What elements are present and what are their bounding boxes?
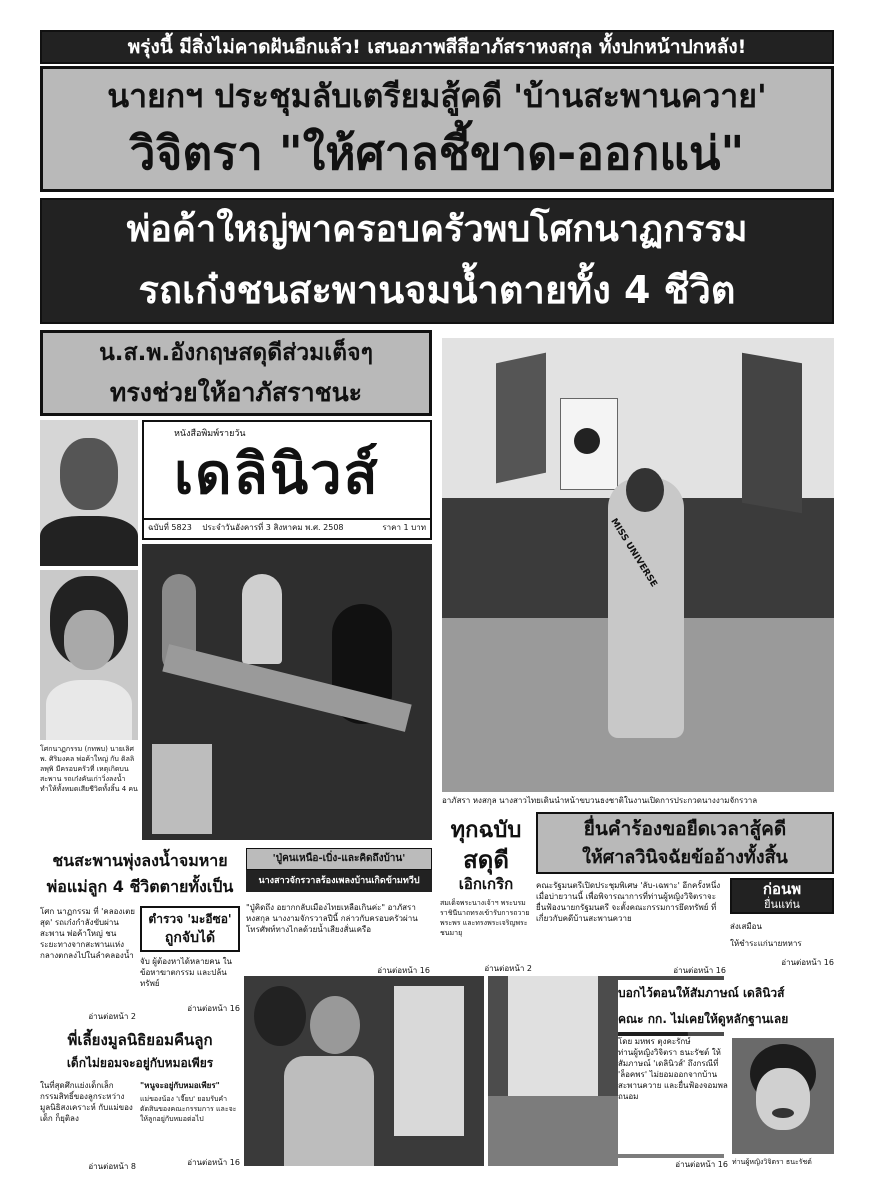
bridge-headline: [40, 848, 240, 904]
mid-story-headline: [246, 848, 432, 896]
police-line2: ถูกจับได้: [164, 930, 216, 946]
doctor-box-cont: อ่านต่อหน้า 16: [187, 1158, 240, 1167]
headline-3: [40, 330, 432, 416]
left-caption-text: โศกนาฏกรรม (กทพบ) นายเลิศ พ. ศิริมงคล พ่อค้าใหญ่ กับ ติลลิลพุพิ มีครอบครัวที่ เหตุเกิดบนสะพาน รถเก๋งคันเก่าวิ่งลงน้ำ ทำให้ทั้งหมดเสียชีวิตทั้งสิ้น 4 คน: [40, 745, 138, 793]
vijitra-photo: [732, 1038, 834, 1154]
masthead-logo: เดลินิวส์: [174, 441, 380, 507]
vijitra-caption-text: ท่านผู้หญิงวิจิตรา ธนะรัชต์: [732, 1158, 812, 1166]
vijitra-caption: [732, 1156, 834, 1170]
petition-headline: [536, 812, 834, 874]
right-box-title2: ยื่นแท่น: [764, 898, 800, 911]
sash-text: MISS UNIVERSE: [608, 516, 659, 590]
interview-body-text: โดย มหพร ตุงคะรักษ์ ท่านผู้หญิงวิจิตรา ธนะรัชต์ ให้สัมภาษณ์ 'เดลินิวส์' ถึงกรณีที่ 'ล็อคพร' ไม่ยอมออกจากบ้านสะพานควาย และยื่นฟ้องจอมพลถนอม: [618, 1037, 728, 1101]
petition-body: [536, 880, 726, 962]
petition-cont: อ่านต่อหน้า 16: [673, 966, 726, 975]
orphan-line1: พี่เลี้ยงมูลนิธิยอมคืนลูก: [67, 1031, 213, 1049]
doctor-box-title: "หนูจะอยู่กับหมอเพียร": [140, 1081, 220, 1090]
interview-line1: บอกไว้ตอนให้สัมภาษณ์ เดลินิวส์: [618, 986, 785, 1000]
headline-2-line1: พ่อค้าใหญ่พาครอบครัวพบโศกนาฏกรรม: [126, 209, 748, 250]
interview-headline: [618, 980, 834, 1032]
left-caption: [40, 744, 138, 844]
mid-story-title1: 'ปู่คนเหนือ-เบิ่ง-และคิดถึงบ้าน': [246, 848, 432, 870]
right-box-title1: ก่อนพ: [762, 880, 802, 898]
petition-line2: ให้ศาลวินิจฉัยข้ออ้างทั้งสิ้น: [582, 847, 788, 868]
police-line1: ตำรวจ 'มะอีซอ': [148, 912, 232, 926]
parade-photo: [442, 338, 834, 792]
masthead-price: ราคา 1 บาท: [382, 523, 426, 532]
child-photo: [244, 976, 484, 1166]
right-box-cont: อ่านต่อหน้า 16: [781, 958, 834, 967]
masthead-issue: ฉบับที่ 5823: [148, 523, 192, 532]
mid-story-cont: อ่านต่อหน้า 16: [377, 966, 430, 975]
bridge-body: [40, 906, 136, 1006]
police-box: [140, 906, 240, 1018]
interview-body: [618, 1036, 728, 1154]
masthead-small-label: หนังสือพิมพ์รายวัน: [174, 429, 246, 439]
headline-2: [40, 198, 834, 324]
every-issue-box: [438, 796, 534, 976]
bridge-cont: อ่านต่อหน้า 2: [88, 1012, 136, 1021]
orphan-body-text: ในที่สุดศึกแย่งเด็กเล็ก กรรมสิทธิ์ของลูกระหว่างมูลนิธิสงเคราะห์ กับแม่ของเด็ก ก็ยุติลง: [40, 1081, 133, 1123]
orphan-cont: อ่านต่อหน้า 8: [88, 1162, 136, 1171]
masthead-info-bar: [144, 518, 430, 538]
portrait-woman-photo: [40, 570, 138, 740]
every-issue-line2: สดุดี: [463, 846, 509, 874]
petition-line1: ยื่นคำร้องขอยืดเวลาสู้คดี: [583, 818, 787, 840]
headline-1-line1: นายกฯ ประชุมลับเตรียมสู้คดี 'บ้านสะพานควาย': [107, 77, 767, 115]
doctor-box: [140, 1080, 240, 1172]
headline-3-line2: ทรงช่วยให้อาภัสราชนะ: [109, 378, 363, 407]
top-banner-text: พรุ่งนี้ มีสิ่งไม่คาดฝันอีกแล้ว! เสนอภาพสีสีอาภัสราหงสกุล ทั้งปกหน้าปกหลัง!: [127, 36, 747, 58]
orphan-line2: เด็กไม่ยอมจะอยู่กับหมอเพียร: [66, 1056, 214, 1070]
every-issue-line3: เอิกเกริก: [458, 875, 514, 893]
mid-story-body: [246, 902, 432, 962]
every-issue-cont: อ่านต่อหน้า 2: [484, 964, 532, 973]
interview-cont: อ่านต่อหน้า 16: [618, 1158, 728, 1171]
right-box: [730, 878, 834, 974]
headline-1: [40, 66, 834, 192]
police-body: จับ ผู้ต้องหาได้หลายคน ในข้อหาฆาตกรรม และปล้นทรัพย์: [140, 957, 232, 988]
top-banner: [40, 30, 834, 64]
mid-story-body-text: "ปู่คิดถึง อยากกลับเมืองไทยเหลือเกินค่ะ" อาภัสรา หงสกุล นางงามจักรวาลปีนี้ กล่าวกับครอบครัวผ่านโทรศัพท์ทางไกลด้วยน้ำเสียงสั่นเครือ: [246, 903, 418, 934]
orphan-headline: [40, 1028, 240, 1076]
doctor-box-body: แม่ของน้อง 'เจี๊ยบ' ยอมรับคำตัดสินของคณะกรรมการ และจะให้ลูกอยู่กับหมอต่อไป: [140, 1095, 237, 1123]
parade-caption-text: อาภัสรา หงสกุล นางสาวไทยเดินนำหน้าขบวนธงชาติในงานเปิดการประกวดนางงามจักรวาล: [442, 796, 758, 805]
right-box-item1: ส่งเสมือน: [730, 922, 762, 931]
bridge-line1: ชนสะพานพุ่งลงน้ำจมหาย: [52, 851, 228, 870]
bridge-body-text: โศก นาฏกรรม ที่ 'คลองเตยสุด' รถเก๋งกำลังขับผ่านสะพาน พ่อค้าใหญ่ ชน ระยะทางจากสะพานแห่งกลางตกลงไปในลำคลองน้ำ: [40, 907, 135, 960]
headline-1-line2: วิจิตรา "ให้ศาลชี้ขาด-ออกแน่": [129, 126, 745, 180]
every-issue-body: สมเด็จพระนางเจ้าฯ พระบรมราชินีนาถทรงเข้ารับการถวายพระพร และทรงพระเจริญพระชนมายุ: [440, 899, 530, 937]
mid-story-title2: นางสาวจักรวาลร้องเพลงบ้านเกิดข้ามทวีป: [246, 870, 432, 892]
bridge-line2: พ่อแม่ลูก 4 ชีวิตตายทั้งเป็น: [46, 877, 234, 896]
petition-body-text: คณะรัฐมนตรีเปิดประชุมพิเศษ 'ลับ-เฉพาะ' อีกครั้งหนึ่งเมื่อบ่ายวานนี้ เพื่อพิจารณาการที่ท่านผู้หญิงวิจิตราจะยื่นฟ้องนายกรัฐมนตรี จะตั้งคณะกรรมการยึดทรัพย์ ที่เกี่ยวกับคดีบ้านสะพานควาย: [536, 881, 721, 923]
masthead: [142, 420, 432, 540]
headline-2-line2: รถเก๋งชนสะพานจมน้ำตายทั้ง 4 ชีวิต: [138, 268, 736, 312]
police-cont: อ่านต่อหน้า 16: [187, 1004, 240, 1013]
portrait-man-photo: [40, 420, 138, 566]
orphan-body: [40, 1080, 136, 1160]
right-box-item2: ให้ชำระแก่นายทหาร: [730, 939, 802, 948]
every-issue-line1: ทุกฉบับ: [450, 818, 522, 843]
accident-scene-photo: [142, 544, 432, 840]
headline-3-line1: น.ส.พ.อังกฤษสดุดีส่วมเต็จๆ: [99, 340, 373, 366]
interview-line2: คณะ กก. ไม่เคยให้ดูหลักฐานเลย: [618, 1012, 789, 1026]
masthead-date: ประจำวันอังคารที่ 3 สิงหาคม พ.ศ. 2508: [202, 523, 344, 532]
